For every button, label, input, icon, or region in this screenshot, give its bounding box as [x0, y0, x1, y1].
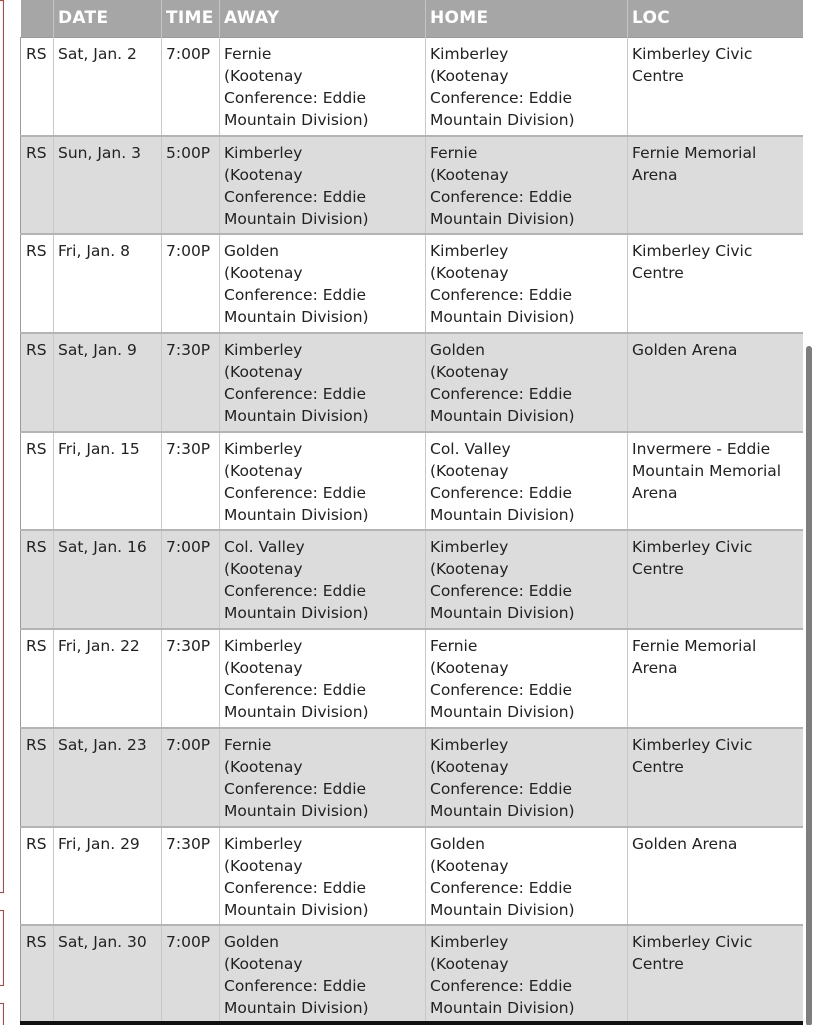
location-line: Invermere - Eddie — [632, 439, 771, 458]
header-time[interactable]: TIME — [162, 0, 220, 37]
home-team-line: Kimberley — [430, 538, 509, 557]
home-team-line: Kimberley — [430, 242, 509, 261]
home-team-cell — [426, 234, 628, 333]
table-row — [21, 925, 804, 1024]
home-team-line: Mountain Division) — [430, 110, 575, 129]
away-team-cell — [220, 827, 426, 926]
home-team-line: Mountain Division) — [430, 505, 575, 524]
location-cell — [628, 925, 804, 1024]
table-row — [21, 432, 804, 531]
away-team-line: Golden — [224, 933, 279, 952]
location-line: Kimberley Civic — [632, 933, 753, 952]
home-team-line: Conference: Eddie — [430, 187, 573, 206]
away-team-line: Mountain Division) — [224, 209, 369, 228]
location-cell — [628, 234, 804, 333]
home-team-line: Golden — [430, 341, 485, 360]
date-cell: Sat, Jan. 30 — [54, 925, 162, 1024]
away-team-line: Conference: Eddie — [224, 88, 367, 107]
away-team-line: (Kootenay — [224, 955, 303, 974]
table-row — [21, 629, 804, 728]
location-cell — [628, 432, 804, 531]
home-team-line: (Kootenay — [430, 363, 509, 382]
home-team-line: (Kootenay — [430, 856, 509, 875]
home-team-cell — [426, 827, 628, 926]
home-team-line: Col. Valley — [430, 439, 511, 458]
away-team-line: Conference: Eddie — [224, 286, 367, 305]
away-team-cell — [220, 136, 426, 235]
location-cell — [628, 136, 804, 235]
away-team-line: Kimberley — [224, 439, 303, 458]
away-team-line: Mountain Division) — [224, 505, 369, 524]
location-line: Centre — [632, 757, 684, 776]
home-team-cell — [426, 136, 628, 235]
location-line: Centre — [632, 66, 684, 85]
home-team-line: Mountain Division) — [430, 900, 575, 919]
home-team-line: Conference: Eddie — [430, 878, 573, 897]
home-team-line: Mountain Division) — [430, 604, 575, 623]
home-team-line: Conference: Eddie — [430, 286, 573, 305]
table-row — [21, 37, 804, 136]
location-line: Kimberley Civic — [632, 538, 753, 557]
location-line: Fernie Memorial — [632, 637, 757, 656]
home-team-line: Golden — [430, 834, 485, 853]
away-team-line: (Kootenay — [224, 165, 303, 184]
away-team-line: Conference: Eddie — [224, 779, 367, 798]
away-team-line: Col. Valley — [224, 538, 305, 557]
schedule-table-container[interactable] — [20, 0, 803, 1025]
home-team-cell — [426, 333, 628, 432]
time-cell: 5:00P — [162, 136, 220, 235]
away-team-cell — [220, 37, 426, 136]
schedule-body — [21, 37, 804, 1024]
away-team-line: Kimberley — [224, 834, 303, 853]
location-cell — [628, 333, 804, 432]
away-team-line: Mountain Division) — [224, 604, 369, 623]
location-line: Golden Arena — [632, 341, 738, 360]
header-type — [21, 0, 54, 37]
time-cell: 7:00P — [162, 37, 220, 136]
home-team-cell — [426, 432, 628, 531]
location-line: Kimberley Civic — [632, 735, 753, 754]
home-team-line: Conference: Eddie — [430, 483, 573, 502]
away-team-line: Mountain Division) — [224, 407, 369, 426]
away-team-line: (Kootenay — [224, 363, 303, 382]
table-row — [21, 827, 804, 926]
game-type-cell: RS — [21, 37, 54, 136]
away-team-line: (Kootenay — [224, 757, 303, 776]
away-team-line: Mountain Division) — [224, 900, 369, 919]
table-row — [21, 234, 804, 333]
away-team-cell — [220, 234, 426, 333]
location-cell — [628, 37, 804, 136]
location-cell — [628, 629, 804, 728]
location-line: Centre — [632, 560, 684, 579]
left-red-border — [0, 910, 4, 986]
time-cell: 7:30P — [162, 827, 220, 926]
away-team-line: Conference: Eddie — [224, 187, 367, 206]
game-type-cell: RS — [21, 925, 54, 1024]
home-team-line: Mountain Division) — [430, 703, 575, 722]
home-team-line: Mountain Division) — [430, 999, 575, 1018]
game-type-cell: RS — [21, 530, 54, 629]
home-team-line: (Kootenay — [430, 757, 509, 776]
away-team-line: (Kootenay — [224, 659, 303, 678]
date-cell: Sat, Jan. 2 — [54, 37, 162, 136]
time-cell: 7:00P — [162, 234, 220, 333]
away-team-line: Conference: Eddie — [224, 878, 367, 897]
home-team-line: (Kootenay — [430, 560, 509, 579]
home-team-line: Kimberley — [430, 44, 509, 63]
away-team-line: Conference: Eddie — [224, 483, 367, 502]
away-team-line: Mountain Division) — [224, 999, 369, 1018]
home-team-line: Fernie — [430, 637, 478, 656]
time-cell: 7:30P — [162, 629, 220, 728]
away-team-line: Fernie — [224, 44, 272, 63]
away-team-line: (Kootenay — [224, 461, 303, 480]
away-team-cell — [220, 925, 426, 1024]
game-type-cell: RS — [21, 728, 54, 827]
table-bottom-border — [20, 1021, 803, 1025]
table-header-row — [21, 0, 804, 37]
location-line: Kimberley Civic — [632, 44, 753, 63]
time-cell: 7:00P — [162, 530, 220, 629]
home-team-line: Mountain Division) — [430, 407, 575, 426]
header-home[interactable]: HOME — [426, 0, 628, 37]
home-team-line: Mountain Division) — [430, 209, 575, 228]
home-team-line: Mountain Division) — [430, 801, 575, 820]
away-team-line: Conference: Eddie — [224, 582, 367, 601]
location-line: Arena — [632, 659, 678, 678]
date-cell: Sun, Jan. 3 — [54, 136, 162, 235]
away-team-line: Conference: Eddie — [224, 977, 367, 996]
home-team-line: Mountain Division) — [430, 308, 575, 327]
location-line: Centre — [632, 264, 684, 283]
time-cell: 7:30P — [162, 333, 220, 432]
away-team-line: Mountain Division) — [224, 308, 369, 327]
home-team-line: Conference: Eddie — [430, 582, 573, 601]
date-cell: Sat, Jan. 23 — [54, 728, 162, 827]
home-team-line: (Kootenay — [430, 264, 509, 283]
time-cell: 7:30P — [162, 432, 220, 531]
home-team-line: Conference: Eddie — [430, 779, 573, 798]
home-team-line: Conference: Eddie — [430, 681, 573, 700]
away-team-line: Mountain Division) — [224, 801, 369, 820]
home-team-line: (Kootenay — [430, 66, 509, 85]
home-team-cell — [426, 925, 628, 1024]
location-line: Arena — [632, 483, 678, 502]
home-team-cell — [426, 629, 628, 728]
scrollbar-thumb[interactable] — [806, 346, 812, 1025]
away-team-line: Kimberley — [224, 637, 303, 656]
time-cell: 7:00P — [162, 925, 220, 1024]
date-cell: Sat, Jan. 9 — [54, 333, 162, 432]
home-team-line: (Kootenay — [430, 955, 509, 974]
header-loc[interactable]: LOC — [632, 8, 671, 29]
home-team-line: (Kootenay — [430, 165, 509, 184]
away-team-line: (Kootenay — [224, 560, 303, 579]
location-line: Centre — [632, 955, 684, 974]
home-team-line: Conference: Eddie — [430, 385, 573, 404]
away-team-line: Conference: Eddie — [224, 681, 367, 700]
location-line: Golden Arena — [632, 834, 738, 853]
game-type-cell: RS — [21, 333, 54, 432]
home-team-line: (Kootenay — [430, 659, 509, 678]
game-type-cell: RS — [21, 136, 54, 235]
date-cell: Fri, Jan. 22 — [54, 629, 162, 728]
table-row — [21, 530, 804, 629]
table-row — [21, 728, 804, 827]
away-team-cell — [220, 728, 426, 827]
left-red-border — [0, 1003, 4, 1025]
away-team-cell — [220, 530, 426, 629]
away-team-line: (Kootenay — [224, 66, 303, 85]
home-team-cell — [426, 530, 628, 629]
location-line: Mountain Memorial — [632, 461, 782, 480]
home-team-line: Kimberley — [430, 735, 509, 754]
home-team-cell — [426, 728, 628, 827]
location-cell — [628, 530, 804, 629]
away-team-line: (Kootenay — [224, 856, 303, 875]
home-team-cell — [426, 37, 628, 136]
away-team-line: Mountain Division) — [224, 110, 369, 129]
location-cell — [628, 827, 804, 926]
game-type-cell: RS — [21, 629, 54, 728]
game-type-cell: RS — [21, 234, 54, 333]
away-team-line: Conference: Eddie — [224, 385, 367, 404]
table-row — [21, 333, 804, 432]
header-date[interactable]: DATE — [54, 0, 162, 37]
date-cell: Fri, Jan. 15 — [54, 432, 162, 531]
game-type-cell: RS — [21, 827, 54, 926]
home-team-line: Fernie — [430, 143, 478, 162]
away-team-line: Fernie — [224, 735, 272, 754]
away-team-line: (Kootenay — [224, 264, 303, 283]
time-cell: 7:00P — [162, 728, 220, 827]
away-team-cell — [220, 629, 426, 728]
away-team-cell — [220, 432, 426, 531]
date-cell: Sat, Jan. 16 — [54, 530, 162, 629]
date-cell: Fri, Jan. 29 — [54, 827, 162, 926]
home-team-line: Kimberley — [430, 933, 509, 952]
home-team-line: (Kootenay — [430, 461, 509, 480]
home-team-line: Conference: Eddie — [430, 88, 573, 107]
away-team-line: Kimberley — [224, 341, 303, 360]
away-team-line: Kimberley — [224, 143, 303, 162]
location-line: Fernie Memorial — [632, 143, 757, 162]
location-line: Kimberley Civic — [632, 242, 753, 261]
location-line: Arena — [632, 165, 678, 184]
location-cell — [628, 728, 804, 827]
away-team-cell — [220, 333, 426, 432]
left-red-border — [0, 0, 4, 893]
header-away[interactable]: AWAY — [220, 0, 426, 37]
date-cell: Fri, Jan. 8 — [54, 234, 162, 333]
table-row — [21, 136, 804, 235]
schedule-table — [20, 0, 803, 1025]
game-type-cell: RS — [21, 432, 54, 531]
away-team-line: Mountain Division) — [224, 703, 369, 722]
away-team-line: Golden — [224, 242, 279, 261]
home-team-line: Conference: Eddie — [430, 977, 573, 996]
